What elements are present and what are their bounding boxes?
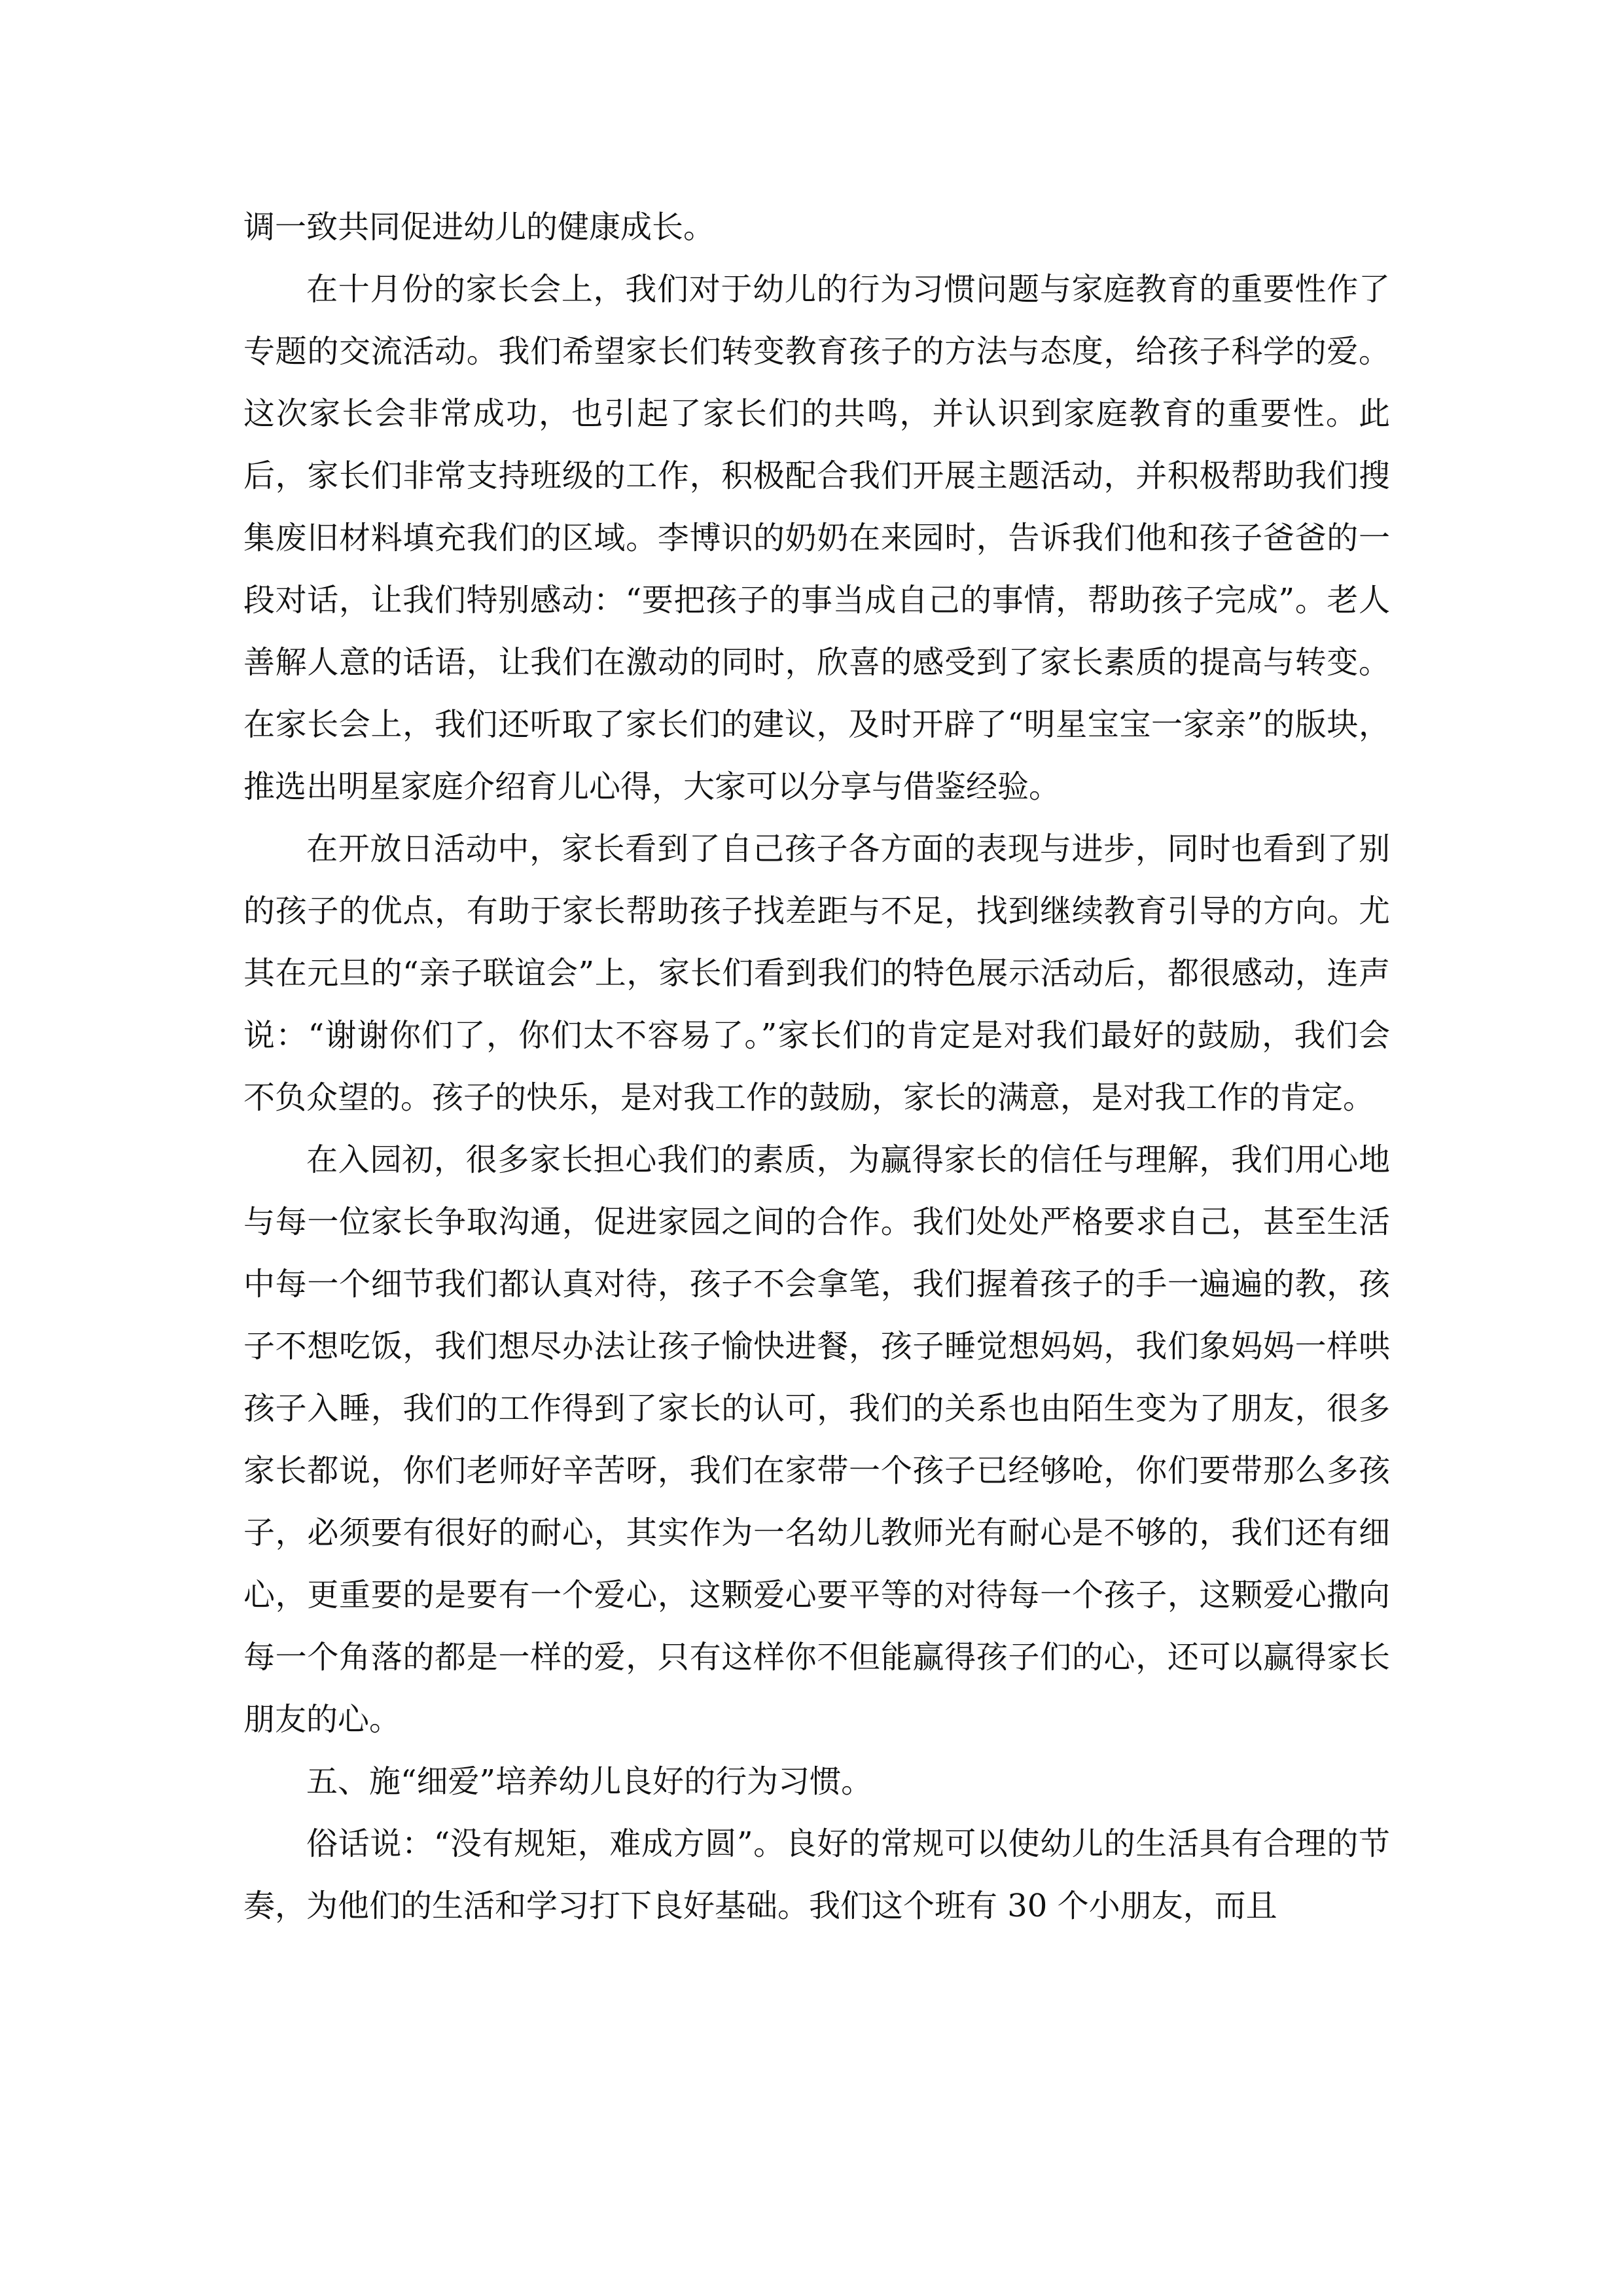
paragraph-continuation: 调一致共同促进幼儿的健康成长。 [243, 209, 715, 245]
paragraph-parent-meeting: 在十月份的家长会上，我们对于幼儿的行为习惯问题与家庭教育的重要性作了专题的交流活动。我们希望家长们转变教育孩子的方法与态度，给孩子科学的爱。这次家长会非常成功，也引起了家长们的共鸣，并认识到家庭教育的重要性。此后，家长们非常支持班级的工作，积极配合我们开展主题活动，并积极帮助我们搜集废旧材料填充我们的区域。李博识的奶奶在来园时，告诉我们他和孩子爸爸的一段对话，让我们特别感动：“要把孩子的事当成自己的事情，帮助孩子完成”。老人善解人意的话语，让我们在激动的同时，欣喜的感受到了家长素质的提高与转变。在家长会上，我们还听取了家长们的建议，及时开辟了“明星宝宝一家亲”的版块，推选出明星家庭介绍育儿心得，大家可以分享与借鉴经验。 [243, 271, 1390, 805]
section-heading-five: 五、施“细爱”培养幼儿良好的行为习惯。 [306, 1763, 873, 1800]
paragraph-open-day: 在开放日活动中，家长看到了自己孩子各方面的表现与进步，同时也看到了别的孩子的优点，有助于家长帮助孩子找差距与不足，找到继续教育引导的方向。尤其在元旦的“亲子联谊会”上，家长们看到我们的特色展示活动后，都很感动，连声说：“谢谢你们了，你们太不容易了。”家长们的肯定是对我们最好的鼓励，我们会不负众望的。孩子的快乐，是对我工作的鼓励，家长的满意，是对我工作的肯定。 [243, 831, 1390, 1116]
paragraph-enrollment: 在入园初，很多家长担心我们的素质，为赢得家长的信任与理解，我们用心地与每一位家长争取沟通，促进家园之间的合作。我们处处严格要求自己，甚至生活中每一个细节我们都认真对待，孩子不会拿笔，我们握着孩子的手一遍遍的教，孩子不想吃饭，我们想尽办法让孩子愉快进餐，孩子睡觉想妈妈，我们象妈妈一样哄孩子入睡，我们的工作得到了家长的认可，我们的关系也由陌生变为了朋友，很多家长都说，你们老师好辛苦呀，我们在家带一个孩子已经够呛，你们要带那么多孩子，必须要有很好的耐心，其实作为一名幼儿教师光有耐心是不够的，我们还有细心，更重要的是要有一个爱心，这颗爱心要平等的对待每一个孩子，这颗爱心撒向每一个角落的都是一样的爱，只有这样你不但能赢得孩子们的心，还可以赢得家长朋友的心。 [243, 1141, 1390, 1738]
document-body [243, 196, 1390, 1937]
paragraph-rules: 俗话说：“没有规矩，难成方圆”。良好的常规可以使幼儿的生活具有合理的节奏，为他们的生活和学习打下良好基础。我们这个班有 30 个小朋友，而且 [243, 1825, 1390, 1924]
